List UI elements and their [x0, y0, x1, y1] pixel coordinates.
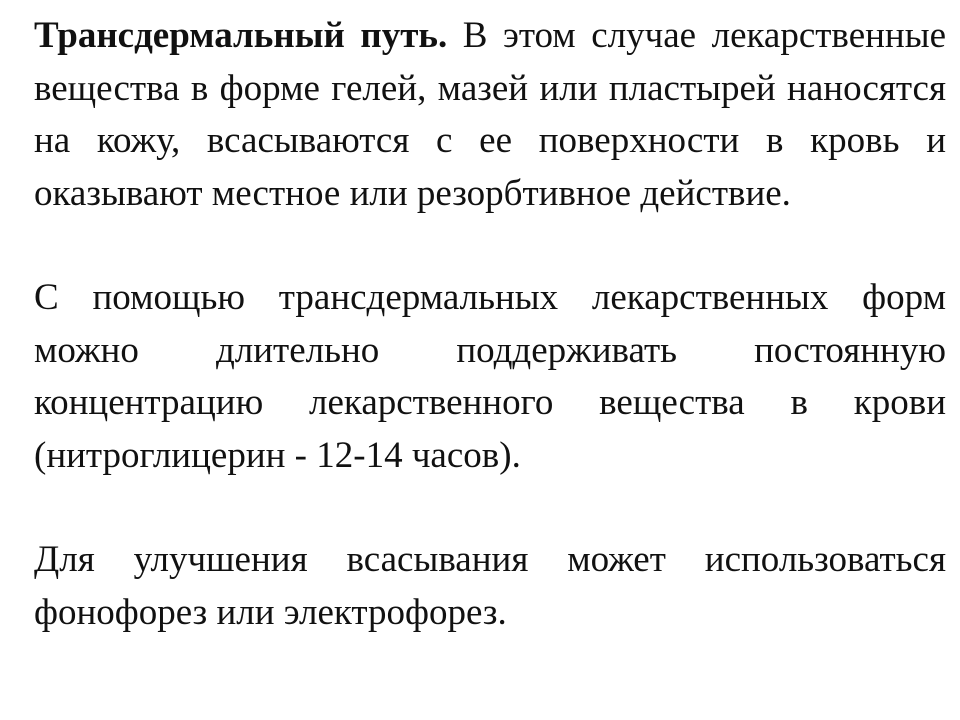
paragraph-lead-term: Трансдермальный путь.	[34, 15, 448, 56]
paragraph-transdermal-route	[34, 10, 946, 220]
slide-body	[34, 10, 946, 639]
paragraph-text: В этом случае лекарственные вещества в форме гелей, мазей или пластырей наносятся на кожу, всасываются с ее поверхности в кровь и оказывают местное или резорбтивное действие.	[34, 15, 946, 214]
paragraph-spacer	[34, 482, 946, 534]
paragraph-long-action: С помощью трансдермальных лекарственных форм можно длительно поддерживать постоянную концентрацию лекарственного вещества в крови (нитроглицерин - 12-14 часов).	[34, 277, 946, 476]
paragraph-absorption: Для улучшения всасывания может использоваться фонофорез или электрофорез.	[34, 539, 946, 633]
paragraph-spacer	[34, 220, 946, 272]
